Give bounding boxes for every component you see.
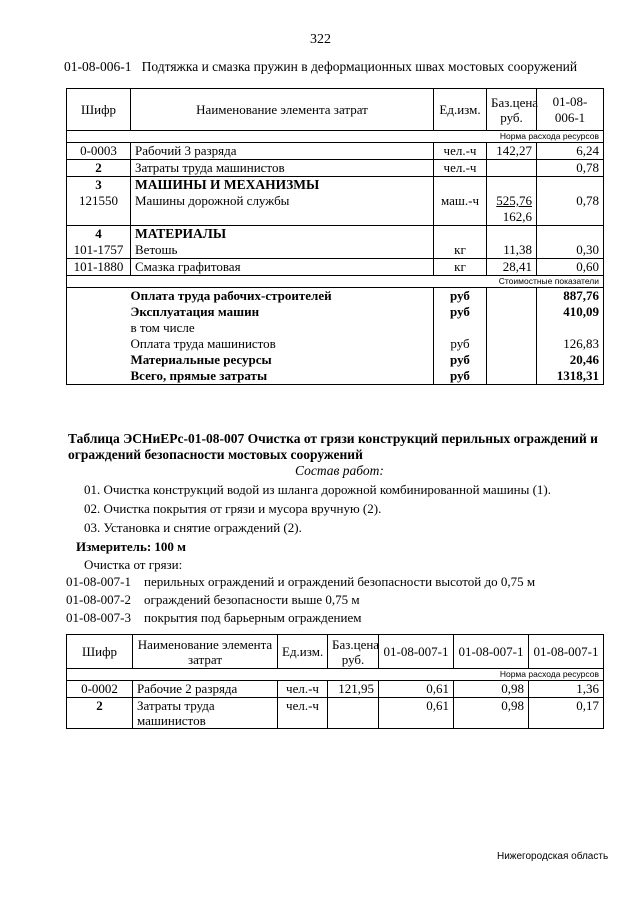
cost-label: Стоимостные показатели	[67, 276, 604, 288]
section1-code: 01-08-006-1	[64, 59, 132, 74]
section2-title-line2: ограждений безопасности мостовых сооружений	[68, 447, 363, 462]
work-item: 03. Установка и снятие ограждений (2).	[84, 520, 302, 535]
header-shifr: Шифр	[67, 89, 131, 131]
table-row	[67, 681, 604, 698]
row-name: Рабочие 2 разряда	[133, 681, 278, 698]
row-shifr: 2	[67, 698, 133, 729]
row-name: Ветошь	[131, 242, 434, 259]
section1-title-text: Подтяжка и смазка пружин в деформационных швах мостовых сооружений	[141, 59, 578, 74]
row-price: 11,38	[487, 242, 537, 259]
row-name: Затраты труда машинистов	[133, 698, 278, 729]
variant-text: ограждений безопасности выше 0,75 м	[144, 592, 360, 607]
cost-unit: руб	[434, 336, 487, 352]
row-shifr: 2	[67, 160, 131, 177]
row-price	[487, 193, 537, 226]
table-row	[67, 259, 604, 276]
cost-row	[67, 304, 604, 320]
meter: Измеритель: 100 м	[76, 539, 187, 554]
row-shifr: 121550	[67, 193, 131, 226]
row-value-3: 1,36	[529, 681, 604, 698]
row-unit: кг	[434, 242, 487, 259]
work-item: 01. Очистка конструкций водой из шланга дорожной комбинированной машины (1).	[84, 482, 552, 497]
cost-value: 1318,31	[537, 368, 604, 385]
cost-unit: руб	[434, 304, 487, 320]
cost-row	[67, 368, 604, 385]
variant-text: покрытия под барьерным ограждением	[144, 610, 362, 625]
cost-row	[67, 288, 604, 305]
cleaning-label: Очистка от грязи:	[84, 557, 183, 572]
row-value-2: 0,98	[454, 698, 529, 729]
resource-table-1	[66, 88, 604, 385]
header-col3: 01-08-007-1	[529, 635, 604, 669]
row-shifr: 3	[67, 177, 131, 194]
row-price: 121,95	[328, 681, 379, 698]
row-value-3: 0,17	[529, 698, 604, 729]
row-name: МАТЕРИАЛЫ	[131, 226, 434, 243]
row-shifr: 0-0002	[67, 681, 133, 698]
header-unit: Ед.изм.	[278, 635, 328, 669]
row-price: 28,41	[487, 259, 537, 276]
table-row	[67, 160, 604, 177]
works-title: Состав работ:	[295, 463, 384, 478]
table-row	[67, 226, 604, 243]
cost-name: Материальные ресурсы	[131, 352, 434, 368]
row-price	[487, 160, 537, 177]
cost-name: в том числе	[131, 320, 434, 336]
cost-row	[67, 336, 604, 352]
resource-table-2	[66, 634, 604, 729]
variant-text: перильных ограждений и ограждений безопасности высотой до 0,75 м	[144, 574, 536, 589]
variant-code: 01-08-007-3	[66, 610, 131, 625]
row-value-2: 0,98	[454, 681, 529, 698]
row-name: Машины дорожной службы	[131, 193, 434, 226]
cost-value: 126,83	[537, 336, 604, 352]
row-shifr: 101-1880	[67, 259, 131, 276]
variant-code: 01-08-007-1	[66, 574, 131, 589]
row-unit: маш.-ч	[434, 193, 487, 226]
row-value: 0,60	[537, 259, 604, 276]
cost-value: 20,46	[537, 352, 604, 368]
table-row	[67, 143, 604, 160]
row-price-secondary: 162,6	[502, 209, 532, 224]
row-price	[328, 698, 379, 729]
work-item: 02. Очистка покрытия от грязи и мусора вручную (2).	[84, 501, 382, 516]
table-row	[67, 177, 604, 194]
cost-unit: руб	[434, 288, 487, 305]
cost-name: Всего, прямые затраты	[131, 368, 434, 385]
row-value-1: 0,61	[379, 698, 454, 729]
norma-label: Норма расхода ресурсов	[67, 131, 604, 143]
variant-row	[66, 574, 535, 590]
row-value: 6,24	[537, 143, 604, 160]
row-value: 0,30	[537, 242, 604, 259]
cost-name: Оплата труда рабочих-строителей	[131, 288, 434, 305]
header-col2: 01-08-007-1	[454, 635, 529, 669]
row-unit: кг	[434, 259, 487, 276]
cost-row	[67, 320, 604, 336]
footer-region: Нижегородская область	[497, 851, 609, 862]
cost-name: Эксплуатация машин	[131, 304, 434, 320]
header-price: Баз.цена руб.	[328, 635, 379, 669]
row-shifr: 4	[67, 226, 131, 243]
row-value: 0,78	[537, 160, 604, 177]
table-row	[67, 242, 604, 259]
cost-row	[67, 352, 604, 368]
variant-row	[66, 592, 360, 608]
norma-label: Норма расхода ресурсов	[67, 669, 604, 681]
row-shifr: 101-1757	[67, 242, 131, 259]
table-row	[67, 193, 604, 226]
row-shifr: 0-0003	[67, 143, 131, 160]
section1-title	[64, 59, 577, 75]
row-unit: чел.-ч	[434, 160, 487, 177]
header-price: Баз.цена руб.	[487, 89, 537, 131]
header-col1: 01-08-007-1	[379, 635, 454, 669]
variant-code: 01-08-007-2	[66, 592, 131, 607]
row-unit: чел.-ч	[434, 143, 487, 160]
cost-value: 887,76	[537, 288, 604, 305]
row-name: МАШИНЫ И МЕХАНИЗМЫ	[131, 177, 434, 194]
row-price: 142,27	[487, 143, 537, 160]
cost-value: 410,09	[537, 304, 604, 320]
header-name: Наименование элемента затрат	[131, 89, 434, 131]
page-number: 322	[310, 32, 331, 47]
row-unit: чел.-ч	[278, 681, 328, 698]
header-name: Наименование элемента затрат	[133, 635, 278, 669]
header-shifr: Шифр	[67, 635, 133, 669]
cost-unit: руб	[434, 352, 487, 368]
section2-title-line1: Таблица ЭСНиЕРс-01-08-007 Очистка от грязи конструкций перильных ограждений и	[68, 431, 598, 446]
cost-name: Оплата труда машинистов	[131, 336, 434, 352]
header-col: 01-08-006-1	[537, 89, 604, 131]
table-row	[67, 698, 604, 729]
variant-row	[66, 610, 361, 626]
row-name: Смазка графитовая	[131, 259, 434, 276]
row-value: 0,78	[537, 193, 604, 226]
row-unit: чел.-ч	[278, 698, 328, 729]
row-value-1: 0,61	[379, 681, 454, 698]
header-unit: Ед.изм.	[434, 89, 487, 131]
cost-unit: руб	[434, 368, 487, 385]
row-name: Рабочий 3 разряда	[131, 143, 434, 160]
row-price-main: 525,76	[496, 193, 532, 208]
row-name: Затраты труда машинистов	[131, 160, 434, 177]
